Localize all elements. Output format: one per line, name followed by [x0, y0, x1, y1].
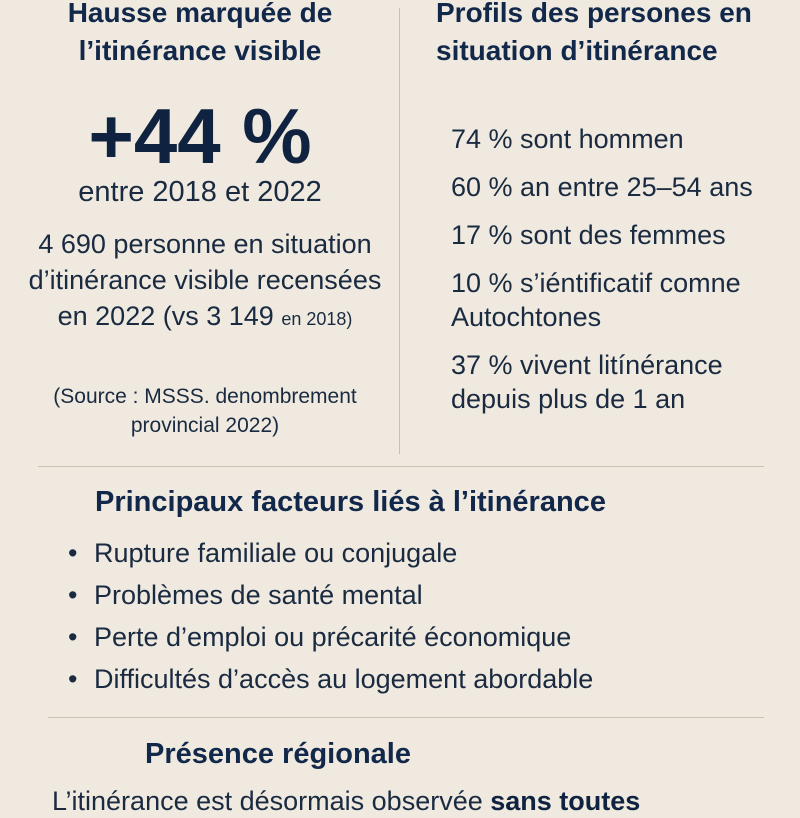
- profile-item: 74 % sont hommen: [451, 124, 684, 154]
- count-text: [20, 226, 390, 337]
- count-main: 4 690 personne en situation d’itinérance visible recensées en 2022 (vs 3 149: [28, 229, 382, 331]
- region-text: [52, 784, 800, 818]
- bullet-icon: •: [68, 664, 78, 694]
- list-item: [68, 532, 788, 574]
- profile-item: 60 % an entre 25–54 ans: [451, 172, 753, 202]
- horizontal-divider: [38, 466, 764, 467]
- count-small: en 2018): [281, 309, 353, 329]
- factor-text: Difficultés d’accès au logement abordable: [94, 664, 594, 694]
- left-heading: Hausse marquée de l’itinérance visible: [67, 0, 333, 66]
- bullet-icon: •: [68, 538, 78, 568]
- right-heading: Profils des persones en situation d’itinérance: [436, 0, 752, 66]
- big-stat: +44 %: [88, 92, 312, 180]
- stat-period: entre 2018 et 2022: [78, 176, 322, 208]
- region-heading: Présence régionale: [145, 738, 411, 770]
- profile-item: 10 % s’iéntificatif comne Autochtones: [451, 268, 741, 332]
- factor-text: Perte d’emploi ou précarité économique: [94, 622, 572, 652]
- list-item: [68, 574, 788, 616]
- bullet-icon: •: [68, 622, 78, 652]
- region-text-bold: sans toutes: [490, 786, 641, 816]
- source-note: (Source : MSSS. denombrement provincial 2022): [53, 385, 357, 437]
- factor-text: Rupture familiale ou conjugale: [94, 538, 458, 568]
- profile-list: [451, 122, 796, 430]
- vertical-divider: [399, 8, 400, 454]
- factor-text: Problèmes de santé mental: [94, 580, 423, 610]
- factors-heading: Principaux facteurs liés à l’itinérance: [95, 486, 606, 518]
- region-text-main: L’itinérance est désormais observée: [52, 786, 483, 816]
- factors-list: [68, 532, 788, 700]
- list-item: [68, 658, 788, 700]
- profile-item: 37 % vivent litínérance depuis plus de 1 an: [451, 350, 723, 414]
- bullet-icon: •: [68, 580, 78, 610]
- list-item: [68, 616, 788, 658]
- horizontal-divider: [48, 717, 764, 718]
- profile-item: 17 % sont des femmes: [451, 220, 726, 250]
